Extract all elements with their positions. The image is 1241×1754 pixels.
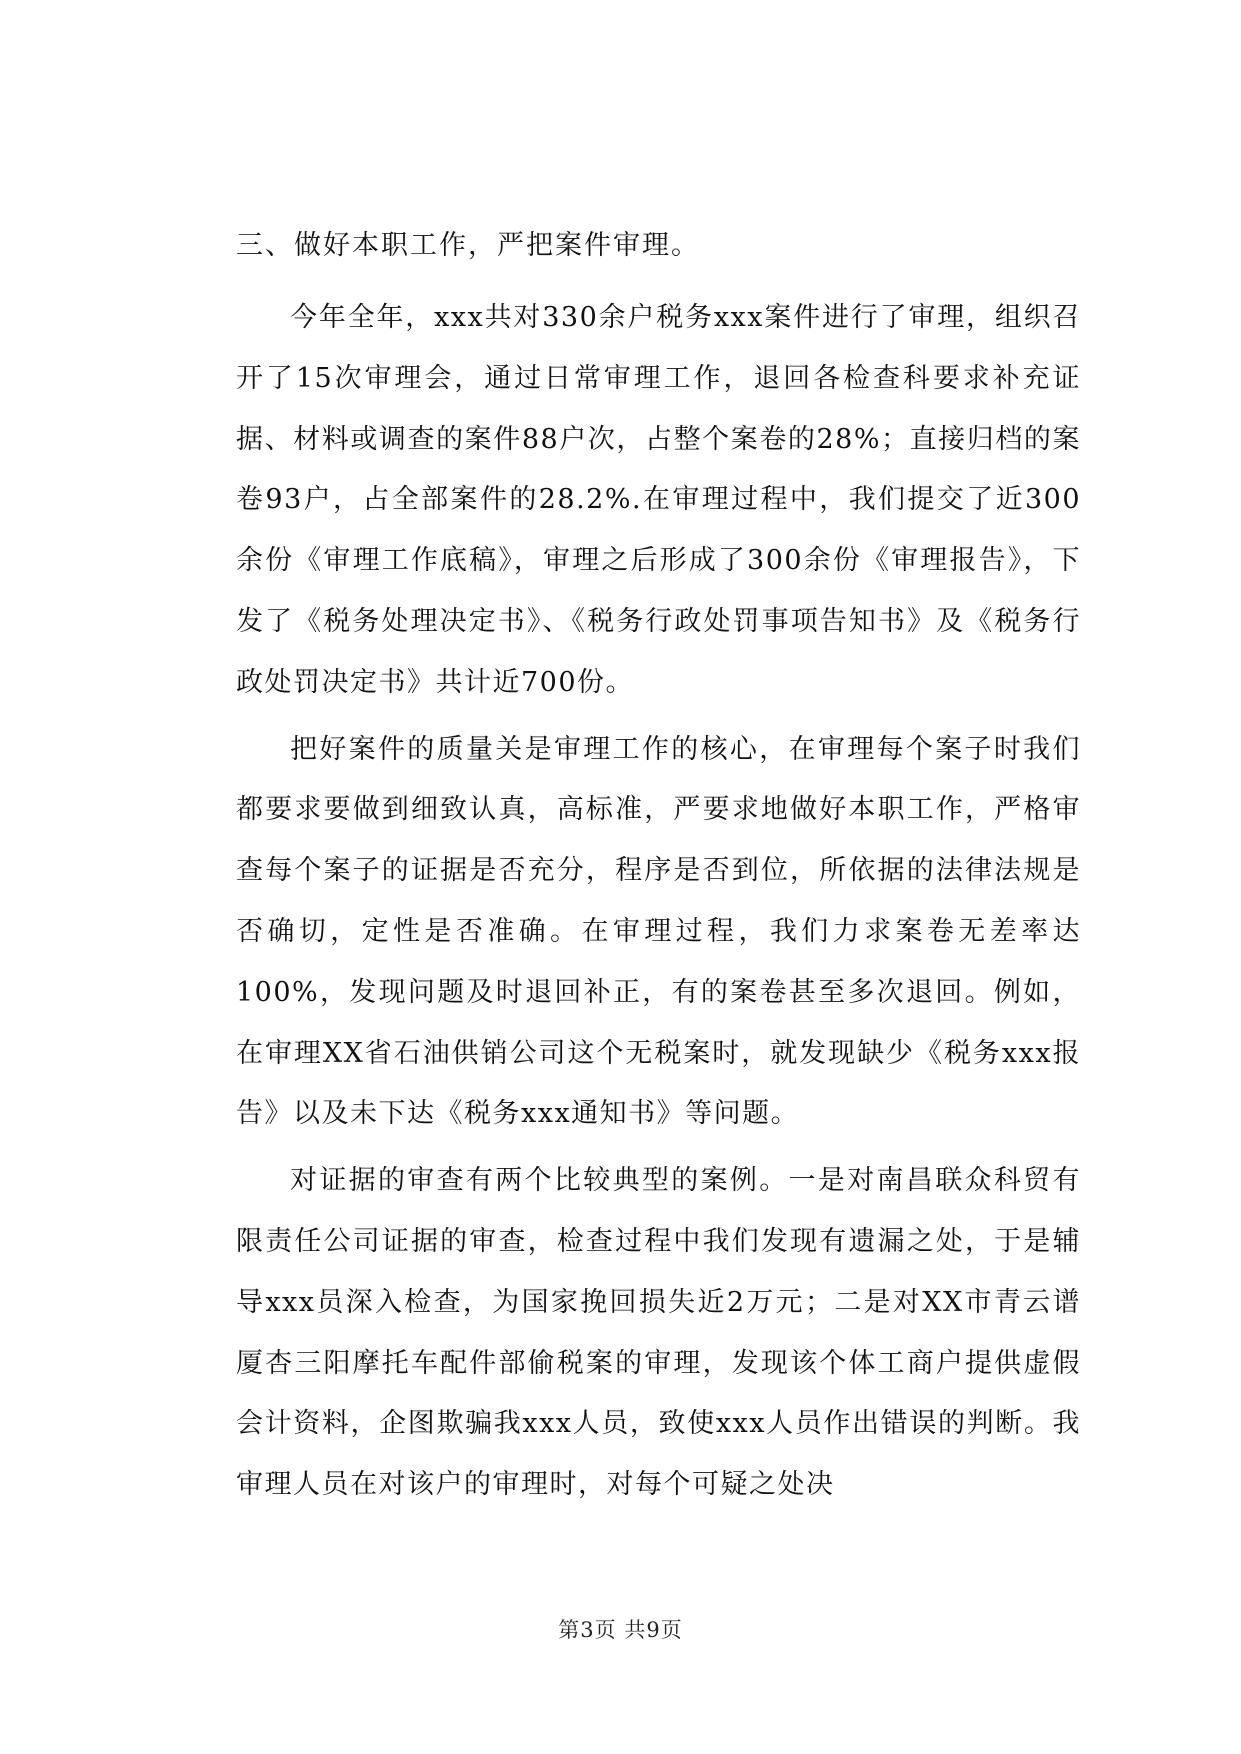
paragraph-evidence-review: 对证据的审查有两个比较典型的案例。一是对南昌联众科贸有限责任公司证据的审查，检查过程中我们发现有遗漏之处，于是辅导xxx员深入检查，为国家挽回损失近2万元；二是对XX市青云谱厦杏三阳摩托车配件部偷税案的审理，发现该个体工商户提供虚假会计资料，企图欺骗我xxx人员，致使xxx人员作出错误的判断。我审理人员在对该户的审理时，对每个可疑之处决	[236, 1165, 1081, 1501]
paragraph-case-statistics: 今年全年，xxx共对330余户税务xxx案件进行了审理，组织召开了15次审理会，通过日常审理工作，退回各检查科要求补充证据、材料或调查的案件88户次，占整个案卷的28%；直接归档的案卷93户，占全部案件的28.2%.在审理过程中，我们提交了近300余份《审理工作底稿》，审理之后形成了300余份《审理报告》，下发了《税务处理决定书》、《税务行政处罚事项告知书》及《税务行政处罚决定书》共计近700份。	[236, 302, 1081, 698]
page-footer: 第3页 共9页	[558, 1618, 683, 1642]
document-body	[236, 216, 1081, 1522]
paragraph-quality-control: 把好案件的质量关是审理工作的核心，在审理每个案子时我们都要求要做到细致认真，高标准，严要求地做好本职工作，严格审查每个案子的证据是否充分，程序是否到位，所依据的法律法规是否确切，定性是否准确。在审理过程，我们力求案卷无差率达100%，发现问题及时退回补正，有的案卷甚至多次退回。例如，在审理XX省石油供销公司这个无税案时，就发现缺少《税务xxx报告》以及未下达《税务xxx通知书》等问题。	[236, 733, 1081, 1130]
section-heading: 三、做好本职工作，严把案件审理。	[236, 230, 700, 261]
